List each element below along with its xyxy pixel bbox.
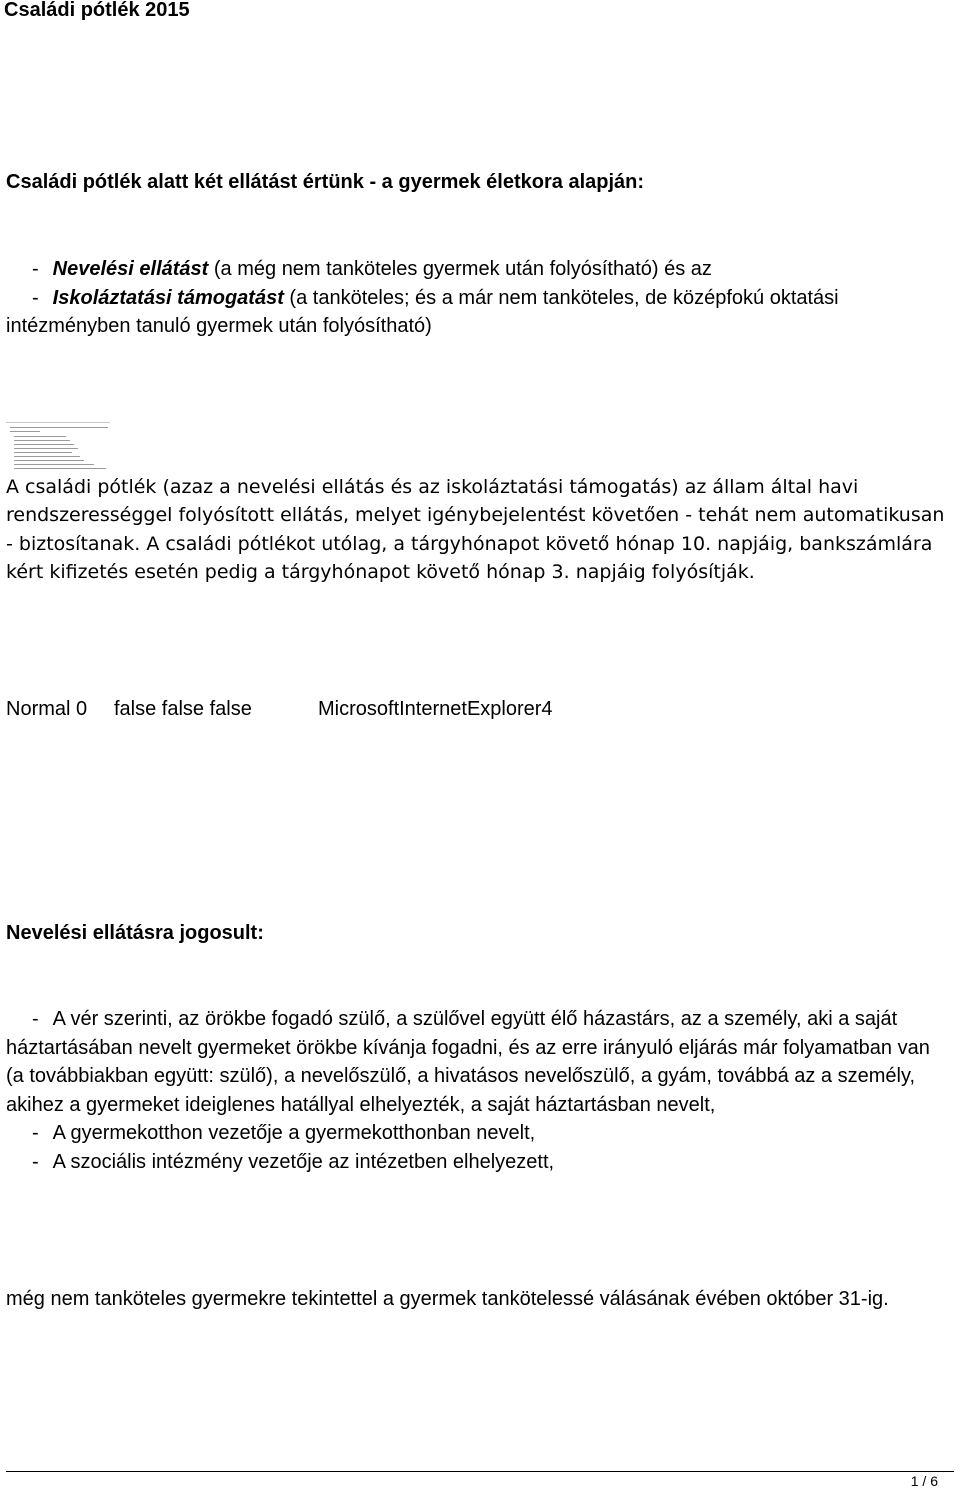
list-dash: - xyxy=(32,286,39,309)
eligibility-list xyxy=(6,1005,951,1176)
artifact-normal: Normal 0 xyxy=(6,698,88,720)
list-dash: - xyxy=(32,1122,39,1144)
term-iskoláztatási: Iskoláztatási támogatást xyxy=(52,286,284,309)
benefit-list xyxy=(6,255,951,341)
section-heading-eligibility: Nevelési ellátásra jogosult: xyxy=(6,922,264,944)
list-item xyxy=(6,284,951,341)
list-item-text: A vér szerinti, az örökbe fogadó szülő, a szülővel együtt élő házastárs, az a személy, aki a saját háztartásában nevelt gyermeket örökbe kívánja fogadni, és az erre irányuló eljárás már folyamatban van (a továbbiakban együtt: szülő), a nevelőszülő, a hivatásos nevelőszülő, a gyám, továbbá az a személy, akihez a gyermeket ideiglenes hatállyal elhelyezték, a saját háztartásban nevelt, xyxy=(6,1008,930,1116)
list-dash: - xyxy=(32,1008,39,1030)
list-dash: - xyxy=(32,1150,39,1173)
list-item-text: A szociális intézmény vezetője az intézetben elhelyezett, xyxy=(52,1150,555,1173)
artifact-browser: MicrosoftInternetExplorer4 xyxy=(318,698,553,720)
list-item-text: (a tanköteles; és a már nem tanköteles, de középfokú oktatási intézményben tanuló gyermek után folyósítható) xyxy=(6,286,839,337)
list-item xyxy=(6,1005,951,1119)
page-title: Családi pótlék 2015 xyxy=(4,0,190,21)
paragraph-payment-info: A családi pótlék (azaz a nevelési ellátás és az iskoláztatási támogatás) az állam által havi rendszerességgel folyósított ellátás, melyet igénybejelentést követően - tehát nem automatikusan - biztosítanak. A családi pótlékot utólag, a tárgyhónapot követő hónap 10. napjáig, bankszámlára kért kifizetés esetén pedig a tárgyhónapot követő hónap 3. napjáig folyósítják. xyxy=(6,476,945,583)
eligibility-closing: még nem tanköteles gyermekre tekintettel a gyermek tankötelessé válásának évében október 31-ig. xyxy=(6,1288,889,1310)
list-item-text: (a még nem tanköteles gyermek után folyósítható) és az xyxy=(208,258,712,280)
list-item xyxy=(6,255,951,284)
term-nevelesi: Nevelési ellátást xyxy=(52,258,209,280)
section-heading-family-allowance: Családi pótlék alatt két ellátást értünk - a gyermek életkora alapján: xyxy=(6,171,645,193)
artifact-flags: false false false xyxy=(114,698,252,720)
list-item xyxy=(6,1119,951,1148)
footer-divider xyxy=(6,1471,954,1472)
list-dash: - xyxy=(32,258,39,280)
list-item xyxy=(6,1148,951,1177)
embedded-document-thumbnail xyxy=(6,422,110,473)
page-number: 1 / 6 xyxy=(910,1473,938,1489)
list-item-text: A gyermekotthon vezetője a gyermekotthonban nevelt, xyxy=(52,1122,536,1144)
